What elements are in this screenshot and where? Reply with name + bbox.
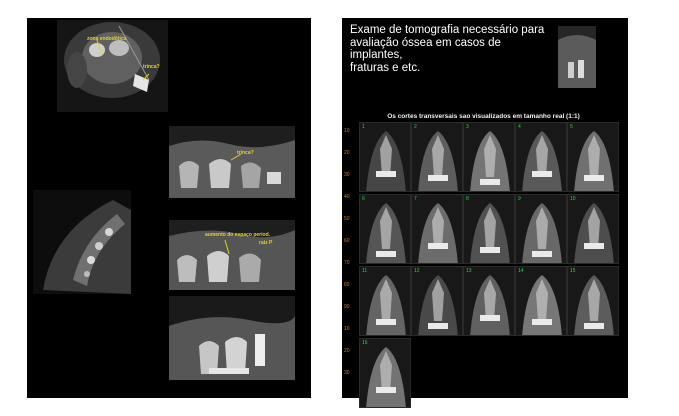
slice-number: 16 <box>362 340 368 346</box>
axial-arch-scan-image <box>33 190 131 294</box>
sagittal-scan-image-2 <box>169 220 295 290</box>
title-line-4: fraturas e etc. <box>350 61 421 74</box>
slice-number: 5 <box>570 124 573 130</box>
panoramic-thumbnail <box>558 26 596 88</box>
transverse-slice <box>411 266 463 336</box>
transverse-slice <box>515 122 567 192</box>
left-ct-panel <box>27 18 311 398</box>
title-line-1: Exame de tomografia necessário para <box>350 24 545 36</box>
annotation-raiz: raiz P <box>259 240 273 246</box>
slice-number: 6 <box>362 196 365 202</box>
ruler-tick-label: 90 <box>344 304 350 310</box>
slice-number: 3 <box>466 124 469 130</box>
transverse-slice <box>359 122 411 192</box>
slice-number: 8 <box>466 196 469 202</box>
slice-number: 4 <box>518 124 521 130</box>
annotation-trinca-mid: trinca? <box>237 150 254 156</box>
title-line-2: avaliação óssea em casos de <box>350 36 501 49</box>
transverse-slice <box>463 122 515 192</box>
right-ct-panel <box>342 18 628 398</box>
ruler-tick-label: 30 <box>344 370 350 376</box>
annotation-aumento: aumento do espaço period. <box>205 232 271 238</box>
slice-number: 11 <box>362 268 368 274</box>
transverse-slice <box>515 194 567 264</box>
slice-number: 9 <box>518 196 521 202</box>
grid-subtitle: Os cortes transversais sao visualizados em tamanho real (1:1) <box>387 113 580 120</box>
transverse-slice <box>463 194 515 264</box>
ruler-tick-label: 80 <box>344 282 350 288</box>
transverse-slice <box>567 266 619 336</box>
ruler-tick-label: 50 <box>344 216 350 222</box>
slice-number: 7 <box>414 196 417 202</box>
slice-number: 2 <box>414 124 417 130</box>
transverse-slice <box>567 194 619 264</box>
sagittal-scan-image-3 <box>169 296 295 380</box>
ruler-tick-label: 70 <box>344 260 350 266</box>
sagittal-scan-image-1 <box>169 126 295 198</box>
slice-number: 14 <box>518 268 524 274</box>
annotation-trinca-top: trinca? <box>143 64 160 70</box>
ruler-tick-label: 60 <box>344 238 350 244</box>
transverse-slice <box>463 266 515 336</box>
ruler-tick-label: 30 <box>344 172 350 178</box>
slice-number: 12 <box>414 268 420 274</box>
transverse-slice <box>515 266 567 336</box>
ruler-tick-label: 40 <box>344 194 350 200</box>
annotation-zona-endodontica: zona endodôtica <box>87 36 127 42</box>
transverse-slices-grid <box>347 122 609 346</box>
slice-number: 10 <box>570 196 576 202</box>
slice-number: 13 <box>466 268 472 274</box>
transverse-slice <box>411 122 463 192</box>
ruler-tick-label: 10 <box>344 128 350 134</box>
transverse-slice <box>359 338 411 408</box>
transverse-slice <box>567 122 619 192</box>
title-line-3: implantes, <box>350 49 403 61</box>
slice-number: 15 <box>570 268 576 274</box>
transverse-slice <box>359 266 411 336</box>
transverse-slice <box>411 194 463 264</box>
ruler-tick-label: 20 <box>344 150 350 156</box>
transverse-slice <box>359 194 411 264</box>
slice-number: 1 <box>362 124 365 130</box>
ruler-tick-label: 20 <box>344 348 350 354</box>
axial-scan-image <box>57 20 168 112</box>
ruler-tick-label: 10 <box>344 326 350 332</box>
panel-title <box>350 24 570 74</box>
